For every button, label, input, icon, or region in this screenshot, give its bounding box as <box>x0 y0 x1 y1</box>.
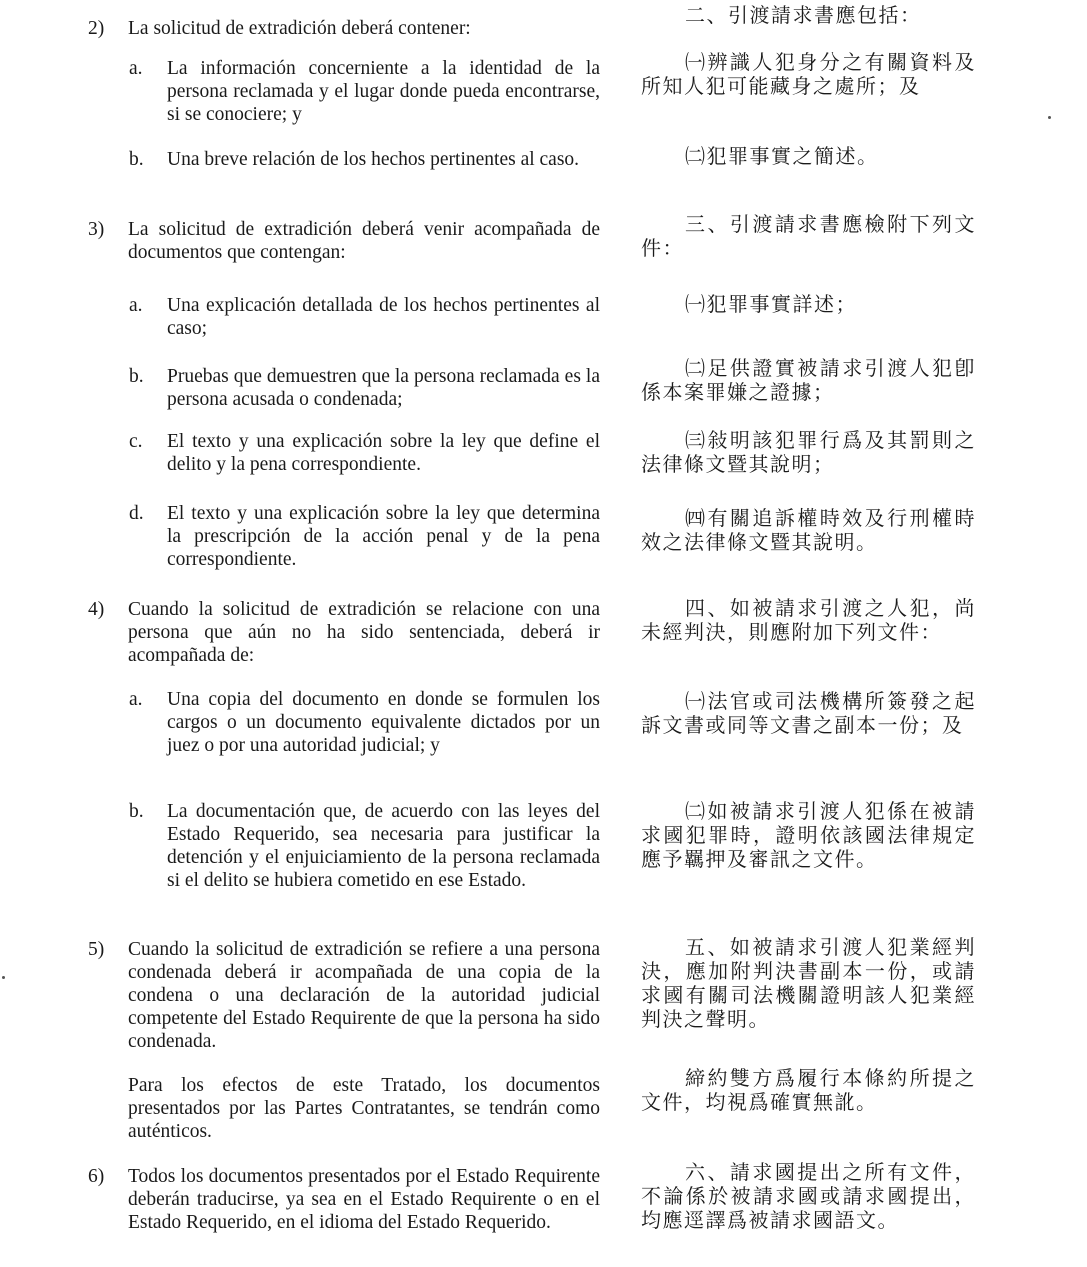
es-text: La documentación que, de acuerdo con las leyes del Estado Requerido, sea necesaria para justificar la detención y el enjuiciamiento de la persona reclamada si el delito se hubiera cometido en ese Estado. <box>167 801 600 891</box>
es-text: Cuando la solicitud de extradición se refiere a una persona condenada deberá ir acompañada de una copia de la condena o una declaración de la autoridad judicial competente del Estado Requirente de que la persona ha sido condenada. <box>128 939 600 1052</box>
es-label: a. <box>129 689 143 710</box>
zh-article-3: 三、引渡請求書應檢附下列文件： <box>641 212 976 260</box>
es-text: Una explicación detallada de los hechos pertinentes al caso; <box>167 295 600 339</box>
zh-article-2b: ㈡犯罪事實之簡述。 <box>685 144 879 168</box>
es-article-4a <box>129 688 600 757</box>
es-article-4 <box>88 598 600 667</box>
es-label: 5) <box>88 939 105 960</box>
scan-speck <box>2 976 5 979</box>
es-label: b. <box>129 801 144 822</box>
zh-article-2a: ㈠辨識人犯身分之有關資料及所知人犯可能藏身之處所；及 <box>641 50 976 98</box>
zh-article-5-paragraph: 締約雙方爲履行本條約所提之文件，均視爲確實無訛。 <box>641 1066 976 1114</box>
es-article-3c <box>129 430 600 476</box>
es-label: b. <box>129 366 144 387</box>
es-text: Pruebas que demuestren que la persona reclamada es la persona acusada o condenada; <box>167 366 600 410</box>
es-text: La información concerniente a la identidad de la persona reclamada y el lugar donde pueda encontrarse, si se conociere; y <box>167 58 600 125</box>
es-article-2a <box>129 57 600 126</box>
es-article-3d <box>129 502 600 571</box>
es-label: d. <box>129 503 144 524</box>
es-article-4b <box>129 800 600 892</box>
es-label: 4) <box>88 599 105 620</box>
zh-article-4b: ㈡如被請求引渡人犯係在被請求國犯罪時，證明依該國法律規定應予羈押及審訊之文件。 <box>641 799 976 871</box>
es-article-6 <box>88 1165 600 1234</box>
zh-article-3d: ㈣有關追訴權時效及行刑權時效之法律條文暨其說明。 <box>641 506 976 554</box>
zh-article-3a: ㈠犯罪事實詳述； <box>685 292 857 316</box>
zh-article-6: 六、請求國提出之所有文件，不論係於被請求國或請求國提出，均應逕譯爲被請求國語文。 <box>641 1160 976 1232</box>
es-article-2 <box>88 17 600 40</box>
es-label: 6) <box>88 1166 105 1187</box>
zh-article-4: 四、如被請求引渡之人犯，尚未經判決，則應附加下列文件： <box>641 596 976 644</box>
es-article-3a <box>129 294 600 340</box>
es-label: a. <box>129 58 143 79</box>
es-article-5-paragraph <box>128 1074 600 1143</box>
es-text: El texto y una explicación sobre la ley que determina la prescripción de la acción penal y de la pena correspondiente. <box>167 503 600 570</box>
es-label: b. <box>129 149 144 170</box>
es-text: La solicitud de extradición deberá venir acompañada de documentos que contengan: <box>128 219 600 263</box>
es-article-2b <box>129 148 600 171</box>
es-label: c. <box>129 431 143 452</box>
es-text: El texto y una explicación sobre la ley que define el delito y la pena correspondiente. <box>167 431 600 475</box>
es-text: Una breve relación de los hechos pertinentes al caso. <box>167 149 580 170</box>
es-label: a. <box>129 295 143 316</box>
es-text: Todos los documentos presentados por el Estado Requirente deberán traducirse, ya sea en el Estado Requirente o en el Estado Requerido, en el idioma del Estado Requerido. <box>128 1166 600 1233</box>
zh-article-4a: ㈠法官或司法機構所簽發之起訴文書或同等文書之副本一份；及 <box>641 689 976 737</box>
es-text: La solicitud de extradición deberá contener: <box>128 18 471 39</box>
zh-article-2: 二、引渡請求書應包括： <box>685 3 922 27</box>
zh-article-3b: ㈡足供證實被請求引渡人犯卽係本案罪嫌之證據； <box>641 356 976 404</box>
scan-speck <box>1048 116 1051 119</box>
es-text: Una copia del documento en donde se formulen los cargos o un documento equivalente dictados por un juez o por una autoridad judicial; y <box>167 689 600 756</box>
es-label: 3) <box>88 219 105 240</box>
zh-article-5: 五、如被請求引渡人犯業經判決，應加附判決書副本一份，或請求國有關司法機關證明該人犯業經判決之聲明。 <box>641 935 976 1031</box>
es-label: 2) <box>88 18 105 39</box>
es-article-3b <box>129 365 600 411</box>
es-article-5 <box>88 938 600 1053</box>
es-text: Para los efectos de este Tratado, los documentos presentados por las Partes Contratantes, se tendrán como auténticos. <box>128 1075 600 1142</box>
es-text: Cuando la solicitud de extradición se relacione con una persona que aún no ha sido sentenciada, deberá ir acompañada de: <box>128 599 600 666</box>
es-article-3 <box>88 218 600 264</box>
zh-article-3c: ㈢敍明該犯罪行爲及其罰則之法律條文暨其說明； <box>641 428 976 476</box>
